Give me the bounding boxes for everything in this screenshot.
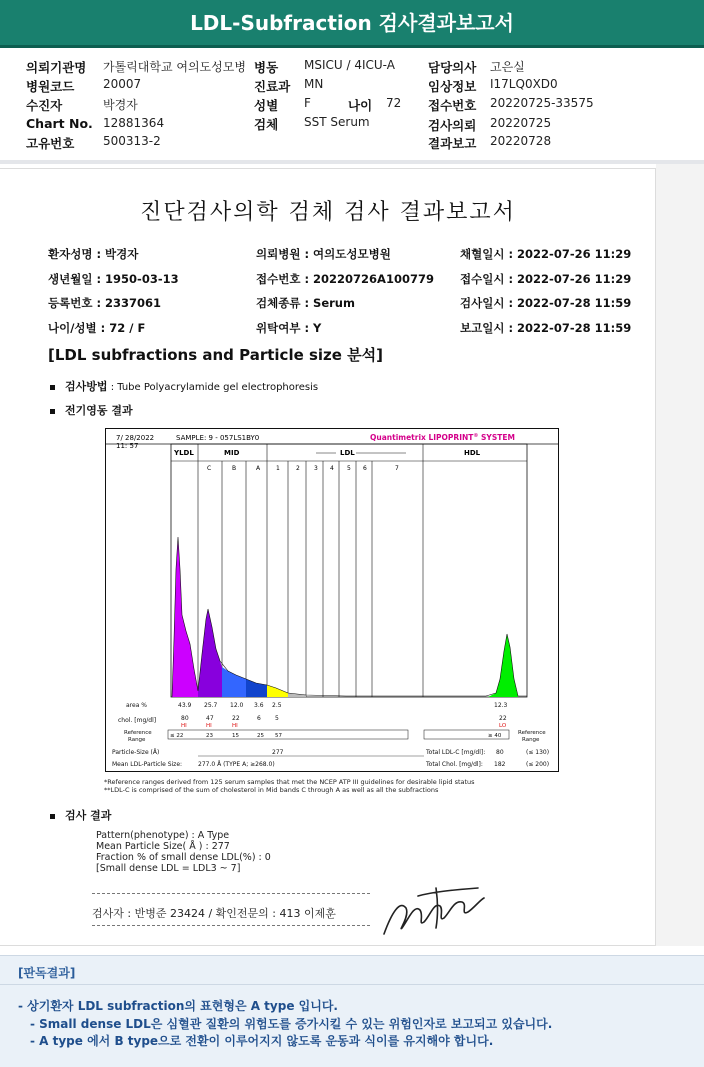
test-time: 검사일시 : 2022-07-28 11:59 xyxy=(460,296,632,310)
flag-vldl: HI xyxy=(181,723,187,729)
chart-brand xyxy=(370,433,515,442)
method-value: : Tube Polyacrylamide gel electrophoresis xyxy=(107,382,319,393)
band-hdl: HDL xyxy=(464,449,481,457)
consign: 위탁여부 : Y xyxy=(256,321,322,335)
verdict-title: [판독결과] xyxy=(18,966,76,980)
ref-a: 25 xyxy=(257,733,264,739)
peak-mid-b xyxy=(222,667,246,697)
dept-label: 진료과 xyxy=(254,79,291,94)
request-label: 검사의뢰 xyxy=(428,118,477,133)
ref-ldl1: 57 xyxy=(275,733,282,739)
chol-b: 22 xyxy=(232,715,240,722)
ref-box-left xyxy=(168,730,408,739)
specimen-label: 검체 xyxy=(254,117,279,132)
unique-value: 500313-2 xyxy=(103,134,161,148)
electro-bullet xyxy=(50,402,133,418)
area-a: 3.6 xyxy=(254,702,264,709)
mid-b: B xyxy=(232,465,237,472)
area-label: area % xyxy=(126,702,147,709)
ldl-7: 7 xyxy=(395,465,399,472)
method-label: 검사방법 xyxy=(65,380,108,393)
peak-vldl xyxy=(172,537,198,697)
receipt-label: 접수번호 xyxy=(428,98,477,113)
report-time: 보고일시 : 2022-07-28 11:59 xyxy=(460,321,632,335)
ref-right1: Reference xyxy=(518,730,546,736)
hospital-code-label: 병원코드 xyxy=(26,79,75,94)
result-label: 검사 결과 xyxy=(65,809,112,822)
verdict-line-2: - Small dense LDL은 심혈관 질환의 위험도를 증가시킬 수 있는 위험인자로 보고되고 있습니다. xyxy=(30,1017,553,1031)
patient-name: 환자성명 : 박경자 xyxy=(48,247,139,261)
area-vldl: 43.9 xyxy=(178,702,192,709)
peak-ldl1 xyxy=(267,685,288,697)
chol-row xyxy=(118,715,507,724)
mean-label: Mean LDL-Particle Size: xyxy=(112,761,183,768)
lipoprint-chart xyxy=(105,428,559,772)
verdict-line-3: - A type 에서 B type으로 전환이 이루어지지 않도록 운동과 식이를 유지해야 합니다. xyxy=(30,1034,494,1048)
signer: 검사자 : 반병준 23424 / 확인전문의 : 413 이제훈 xyxy=(92,907,336,920)
report-title: LDL-Subfraction 검사결과보고서 xyxy=(0,0,704,48)
total-ldl-ref: (≤ 130) xyxy=(526,749,550,756)
verdict-body xyxy=(0,985,704,1067)
band-mid: MID xyxy=(224,449,240,457)
age-label: 나이 xyxy=(348,98,373,113)
brand-sup: ® xyxy=(473,433,479,439)
area-b: 12.0 xyxy=(230,702,244,709)
doctor-value: 고은실 xyxy=(490,60,525,74)
chart-sample: SAMPLE: 9 - 057LS1BY0 xyxy=(176,434,260,442)
total-ldl-label: Total LDL-C [mg/dl]: xyxy=(426,749,486,756)
mean-value: 277.0 Å (TYPE A; ≥268.0) xyxy=(198,761,275,768)
particle-value: 277 xyxy=(272,749,284,756)
receipt-value: 20220725-33575 xyxy=(490,96,594,110)
ldl-1: 1 xyxy=(276,465,280,472)
area-ldl1: 2.5 xyxy=(272,702,282,709)
result-pattern: Pattern(phenotype) : A Type xyxy=(96,830,230,841)
ref-b: 15 xyxy=(232,733,239,739)
ref-right2: Range xyxy=(522,737,540,743)
flag-hdl: LO xyxy=(499,723,507,729)
chol-vldl: 80 xyxy=(181,715,189,722)
ldl-4: 4 xyxy=(330,465,334,472)
chol-c: 47 xyxy=(206,715,214,722)
summary-row xyxy=(112,749,549,768)
signature-image xyxy=(378,882,488,942)
result-block xyxy=(96,830,271,874)
ref-c: 23 xyxy=(206,733,213,739)
bullet-dot xyxy=(50,409,55,414)
sign-line-top xyxy=(92,893,370,894)
registration-no: 등록번호 : 2337061 xyxy=(48,296,162,310)
chart-label: Chart No. xyxy=(26,116,93,131)
footnote-2: **LDL-C is comprised of the sum of cholesterol in Mid bands C through A as well as all the subfractions xyxy=(104,786,439,794)
referring-hospital: 의뢰병원 : 여의도성모병원 xyxy=(256,247,391,261)
ldl-3: 3 xyxy=(314,465,318,472)
total-chol-value: 182 xyxy=(494,761,506,768)
section-title: [LDL subfractions and Particle size 분석] xyxy=(48,346,384,364)
ref-hdl: ≥ 40 xyxy=(488,733,502,739)
ref-row xyxy=(124,730,546,743)
chol-ldl1: 5 xyxy=(275,715,279,722)
lipoprint-svg xyxy=(106,429,559,772)
report-value: 20220728 xyxy=(490,134,552,148)
ward-label: 병동 xyxy=(254,60,279,75)
doctor-label: 담당의사 xyxy=(428,60,477,75)
mid-c: C xyxy=(207,465,212,472)
band-dividers xyxy=(198,444,423,697)
birth-date: 생년월일 : 1950-03-13 xyxy=(48,272,179,286)
particle-label: Particle-Size (Å) xyxy=(112,749,160,756)
result-fraction: Fraction % of small dense LDL(%) : 0 xyxy=(96,852,271,863)
chart-value: 12881364 xyxy=(103,116,165,130)
sex-label: 성별 xyxy=(254,98,279,113)
result-mean-size: Mean Particle Size( Å ) : 277 xyxy=(96,841,230,852)
institution-label: 의뢰기관명 xyxy=(26,60,87,75)
total-chol-ref: (≤ 200) xyxy=(526,761,550,768)
ward-value: MSICU / 4ICU-A xyxy=(304,58,395,72)
bullet-dot xyxy=(50,385,55,390)
plot-frame xyxy=(171,444,527,697)
chol-a: 6 xyxy=(257,715,261,722)
collect-time: 채혈일시 : 2022-07-26 11:29 xyxy=(460,247,632,261)
electro-label: 전기영동 결과 xyxy=(65,404,133,417)
patient-label: 수진자 xyxy=(26,98,63,113)
result-small-dense: [Small dense LDL = LDL3 ~ 7] xyxy=(96,863,241,874)
total-ldl-value: 80 xyxy=(496,749,504,756)
area-row xyxy=(126,702,508,709)
band-ldl: LDL xyxy=(340,449,355,457)
flag-row xyxy=(181,723,507,729)
institution-value: 가톨릭대학교 여의도성모병 xyxy=(103,60,246,74)
footnote-1: *Reference ranges derived from 125 serum samples that met the NCEP ATP III guidelines for desirable lipid status xyxy=(104,778,475,786)
dept-value: MN xyxy=(304,77,324,91)
mid-a: A xyxy=(256,465,261,472)
patient-value: 박경자 xyxy=(103,98,138,112)
peak-hdl xyxy=(488,634,518,697)
peak-mid-c xyxy=(198,609,222,697)
report-info xyxy=(0,0,704,165)
sex-value: F xyxy=(304,96,311,110)
brand-name: Quantimetrix LIPOPRINT xyxy=(370,433,474,442)
request-value: 20220725 xyxy=(490,116,552,130)
ldl-6: 6 xyxy=(363,465,367,472)
ldl-2: 2 xyxy=(296,465,300,472)
ldl-5: 5 xyxy=(347,465,351,472)
separator xyxy=(0,160,704,164)
area-hdl: 12.3 xyxy=(494,702,508,709)
report-label: 결과보고 xyxy=(428,136,477,151)
brand-suffix: SYSTEM xyxy=(478,433,515,442)
chart-time: 11: 57 xyxy=(116,442,139,450)
clinical-label: 임상정보 xyxy=(428,79,477,94)
age-value: 72 xyxy=(386,96,402,110)
bullet-dot xyxy=(50,814,55,819)
chol-hdl: 22 xyxy=(499,715,507,722)
receipt-no: 접수번호 : 20220726A100779 xyxy=(256,272,434,286)
peak-mid-a xyxy=(246,679,267,697)
age-sex: 나이/성별 : 72 / F xyxy=(48,321,146,335)
footnotes xyxy=(104,778,475,794)
clinical-value: I17LQ0XD0 xyxy=(490,77,558,91)
flag-c: HI xyxy=(206,723,212,729)
verdict-header xyxy=(0,955,704,985)
method-bullet xyxy=(50,378,318,394)
chart-date: 7/ 28/2022 xyxy=(116,434,155,442)
flag-b: HI xyxy=(232,723,238,729)
receipt-time: 접수일시 : 2022-07-26 11:29 xyxy=(460,272,632,286)
verdict-line-1: - 상기환자 LDL subfraction의 표현형은 A type 입니다. xyxy=(18,999,338,1013)
ref-vldl: ≤ 22 xyxy=(170,733,184,739)
unique-label: 고유번호 xyxy=(26,136,75,151)
hospital-code-value: 20007 xyxy=(103,77,142,91)
ref-label2: Range xyxy=(128,737,146,743)
band-vldl: YLDL xyxy=(174,449,194,457)
sign-line-bottom xyxy=(92,925,370,926)
side-shade xyxy=(656,164,704,946)
area-c: 25.7 xyxy=(204,702,218,709)
total-chol-label: Total Chol. [mg/dl]: xyxy=(426,761,483,768)
ref-label1: Reference xyxy=(124,730,152,736)
specimen-value: SST Serum xyxy=(304,115,370,129)
specimen-type: 검체종류 : Serum xyxy=(256,296,355,310)
doc-title: 진단검사의학 검체 검사 결과보고서 xyxy=(140,200,516,225)
result-bullet xyxy=(50,807,111,823)
chol-label: chol. [mg/dl] xyxy=(118,717,157,724)
